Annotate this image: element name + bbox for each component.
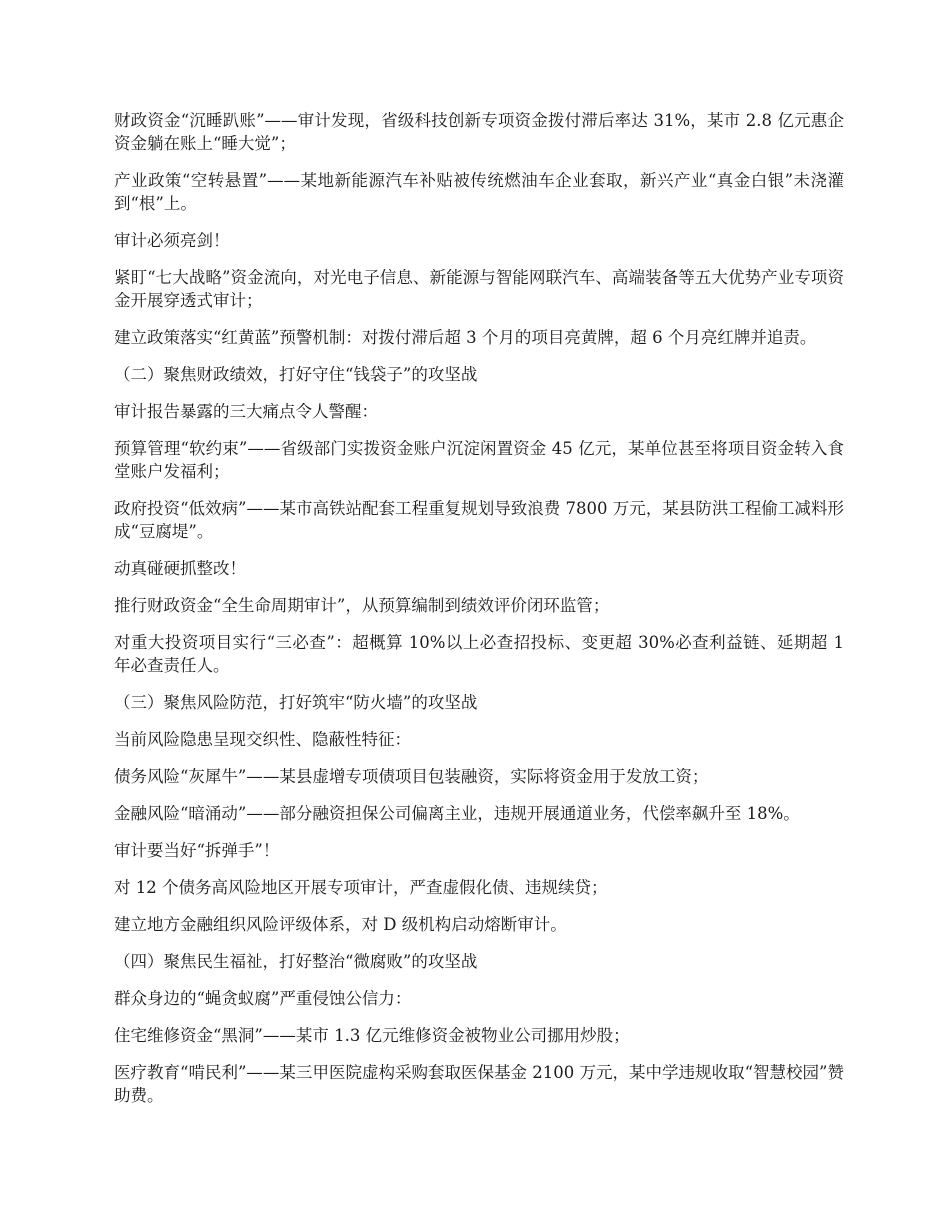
paragraph: 财政资金“沉睡趴账”——审计发现，省级科技创新专项资金拨付滞后率达 31%，某市 2.8 亿元惠企资金躺在账上“睡大觉”； xyxy=(114,111,844,153)
paragraph: 动真碰硬抓整改！ xyxy=(114,559,246,578)
paragraph: 群众身边的“蝇贪蚁腐”严重侵蚀公信力： xyxy=(114,989,412,1008)
paragraph: 审计要当好“拆弹手”！ xyxy=(114,841,280,860)
paragraph: 债务风险“灰犀牛”——某县虚增专项债项目包装融资，实际将资金用于发放工资； xyxy=(114,767,709,786)
paragraph: 政府投资“低效病”——某市高铁站配套工程重复规划导致浪费 7800 万元，某县防洪工程偷工减料形成“豆腐堤”。 xyxy=(114,499,844,541)
paragraph: 金融风险“暗涌动”——部分融资担保公司偏离主业，违规开展通道业务，代偿率飙升至 18%。 xyxy=(114,804,800,823)
section-heading: （二）聚焦财政绩效，打好守住“钱袋子”的攻坚战 xyxy=(114,365,478,384)
paragraph: 建立地方金融组织风险评级体系，对 D 级机构启动熔断审计。 xyxy=(114,915,567,934)
paragraph: 审计必须亮剑！ xyxy=(114,231,230,250)
paragraph: 对重大投资项目实行“三必查”：超概算 10%以上必查招投标、变更超 30%必查利益链、延期超 1 年必查责任人。 xyxy=(114,633,844,675)
section-heading: （三）聚焦风险防范，打好筑牢“防火墙”的攻坚战 xyxy=(114,693,478,712)
paragraph: 当前风险隐患呈现交织性、隐蔽性特征： xyxy=(114,730,411,749)
paragraph: 医疗教育“啃民利”——某三甲医院虚构采购套取医保基金 2100 万元，某中学违规收取“智慧校园”赞助费。 xyxy=(114,1063,844,1105)
paragraph: 住宅维修资金“黑洞”——某市 1.3 亿元维修资金被物业公司挪用炒股； xyxy=(114,1026,630,1045)
section-heading: （四）聚焦民生福祉，打好整治“微腐败”的攻坚战 xyxy=(114,952,478,971)
paragraph: 预算管理“软约束”——省级部门实拨资金账户沉淀闲置资金 45 亿元，某单位甚至将项目资金转入食堂账户发福利； xyxy=(114,439,844,481)
paragraph: 建立政策落实“红黄蓝”预警机制：对拨付滞后超 3 个月的项目亮黄牌，超 6 个月亮红牌并追责。 xyxy=(114,328,817,347)
paragraph: 紧盯“七大战略”资金流向，对光电子信息、新能源与智能网联汽车、高端装备等五大优势产业专项资金开展穿透式审计； xyxy=(114,268,844,310)
paragraph: 产业政策“空转悬置”——某地新能源汽车补贴被传统燃油车企业套取，新兴产业“真金白银”未浇灌到“根”上。 xyxy=(114,171,844,213)
paragraph: 对 12 个债务高风险地区开展专项审计，严查虚假化债、违规续贷； xyxy=(114,878,608,897)
paragraph: 推行财政资金“全生命周期审计”，从预算编制到绩效评价闭环监管； xyxy=(114,596,610,615)
document-body xyxy=(114,109,844,1121)
paragraph: 审计报告暴露的三大痛点令人警醒： xyxy=(114,402,378,421)
